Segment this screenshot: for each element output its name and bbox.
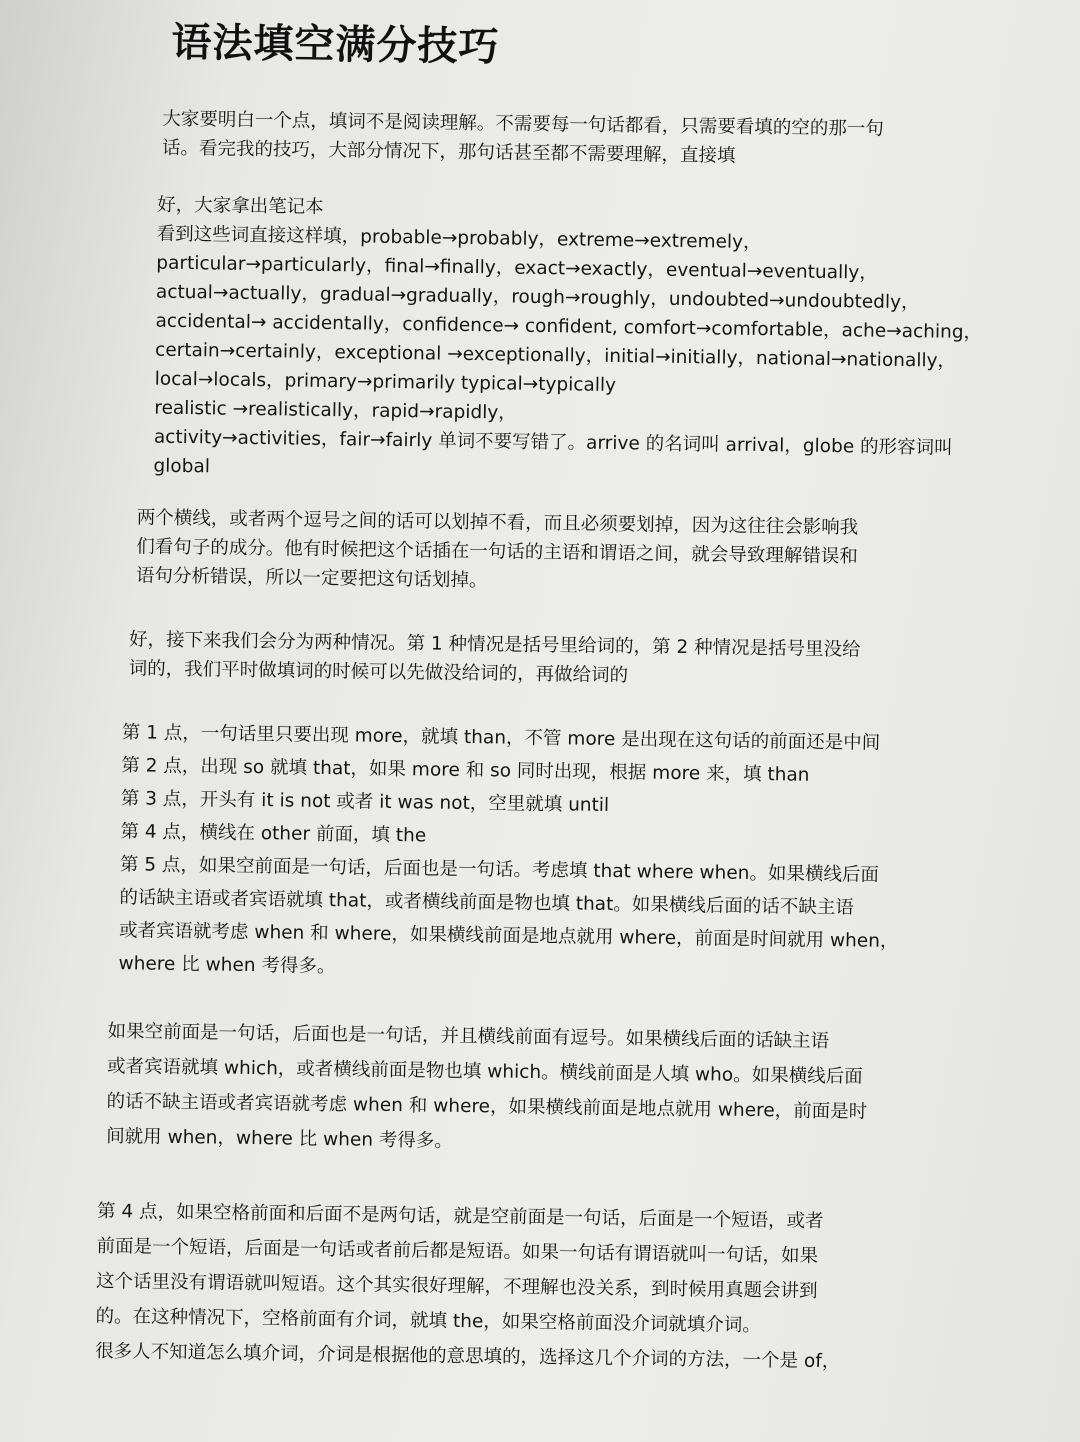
text-line: 的话不缺主语或者宾语就考虑 when 和 where，如果横线前面是地点就用 where，前面是时 [106, 1090, 868, 1123]
points-list [118, 716, 901, 991]
text-line: 这个话里没有谓语就叫短语。这个其实很好理解，不理解也没关系，到时候用真题会讲到 [95, 1270, 818, 1302]
cases-paragraph [128, 625, 860, 693]
text-line: 第 4 点，如果空格前面和后面不是两句话，就是空前面是一句话，后面是一个短语，或者 [96, 1200, 824, 1233]
text-line: accidental→ accidentally，confidence→ confident, comfort→comfortable，ache→aching， [155, 310, 983, 344]
list-item: 第 1 点，一句话里只要出现 more，就填 than，不管 more 是出现在这句话的前面还是中间 [121, 722, 881, 754]
text-line: 看到这些词直接这样填，probable→probably，extreme→extremely， [156, 223, 762, 254]
text-line: 大家要明白一个点，填词不是阅读理解。不需要每一句话都看，只需要看填的空的那一句 [162, 108, 884, 140]
text-line: 或者宾语就填 which，或者横线前面是物也填 which。横线前面是人填 who。如果横线后面 [106, 1055, 863, 1088]
text-line: 间就用 when，where 比 when 考得多。 [105, 1125, 454, 1152]
text-line: 词的，我们平时做填词的时候可以先做没给词的，再做给词的 [128, 658, 629, 687]
text-line: 话。看完我的技巧，大部分情况下，那句话甚至都不需要理解，直接填 [161, 137, 736, 167]
text-line: 很多人不知道怎么填介词，介词是根据他的意思填的，选择这几个介词的方法，一个是 of， [94, 1340, 841, 1373]
text-line: 语句分析错误，所以一定要把这句话划掉。 [135, 565, 488, 592]
list-item: 第 3 点，开头有 it is not 或者 it was not，空里就填 until [120, 788, 610, 816]
notebook-paragraph [153, 191, 984, 493]
text-line: local→locals，primary→primarily typical→typically [154, 368, 617, 397]
text-line: 的。在这种情况下，空格前面有介词，就填 the，如果空格前面没介词就填介词。 [95, 1305, 761, 1337]
text-line: where 比 when 考得多。 [118, 953, 336, 978]
text-line: global [153, 455, 211, 478]
text-line: particular→particularly，final→finally，exact→exactly，eventual→eventually， [156, 252, 878, 284]
comma-case-paragraph [106, 1014, 869, 1165]
text-line: actual→actually，gradual→gradually，rough→roughly，undoubted→undoubtedly， [155, 281, 920, 314]
intro-paragraph [162, 105, 884, 173]
text-line: 如果空前面是一句话，后面也是一句话，并且横线前面有逗号。如果横线后面的话缺主语 [107, 1020, 830, 1053]
list-item: 第 4 点，横线在 other 前面，填 the [120, 821, 427, 847]
text-line: 的话缺主语或者宾语就填 that，或者横线前面是物也填 that。如果横线后面的话不缺主语 [119, 887, 854, 919]
text-line: 前面是一个短语，后面是一句话或者前后都是短语。如果一句话有谓语就叫一句话，如果 [96, 1235, 819, 1267]
text-line: activity→activities，fair→fairly 单词不要写错了。arrive 的名词叫 arrival，globe 的形容词叫 [153, 426, 953, 459]
list-item: 第 5 点，如果空前面是一句话，后面也是一句话。考虑填 that where when。如果横线后面 [119, 854, 880, 886]
text-line: 好，大家拿出笔记本 [157, 194, 324, 218]
text-line: 好，接下来我们会分为两种情况。第 1 种情况是括号里给词的，第 2 种情况是括号里没给 [128, 629, 861, 661]
dashes-paragraph [136, 503, 859, 600]
text-line: 两个横线，或者两个逗号之间的话可以划掉不看，而且必须要划掉，因为这往往会影响我 [136, 507, 859, 539]
text-line: 或者宾语就考虑 when 和 where，如果横线前面是地点就用 where，前面是时间就用 when， [118, 920, 899, 953]
text-line: realistic →realistically，rapid→rapidly， [154, 397, 517, 424]
text-line: certain→certainly，exceptional →exceptionally，initial→initially，national→nationally， [154, 339, 957, 372]
page-title: 语法填空满分技巧 [171, 19, 500, 71]
point4b-paragraph [95, 1194, 843, 1379]
list-item: 第 2 点，出现 so 就填 that，如果 more 和 so 同时出现，根据 more 来，填 than [121, 755, 810, 786]
text-line: 们看句子的成分。他有时候把这个话插在一句话的主语和谓语之间，就会导致理解错误和 [136, 536, 858, 568]
